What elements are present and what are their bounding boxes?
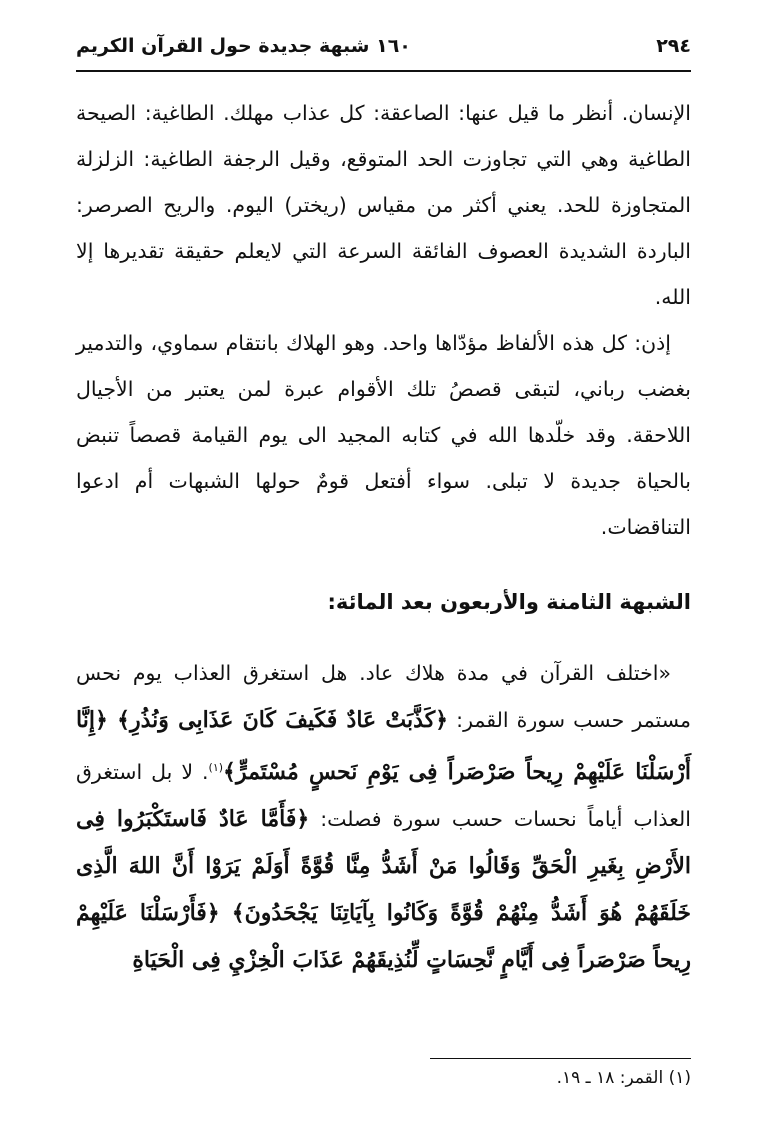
quran-verse: ﴿فَأَمَّا عَادٌ فَاستَكْبَرُوا فِى الأَرْضِ بِغَيرِ الْحَقِّ وَقَالُوا مَنْ أَشَدُّ مِنَّا قُوَّةً أَوَلَمْ يَرَوْا أَنَّ اللهَ الَّذِى خَلَقَهُمْ هُوَ أَشَدُّ مِنْهُمْ قُوَّةً وَكَانُوا بِآيَاتِنَا يَجْحَدُونَ﴾ ﴿فَأَرْسَلْنَا عَلَيْهِمْ رِيحاً صَرْصَراً فِى أَيَّامٍ نَّحِسَاتٍ لِّنُذِيقَهُمْ عَذَابَ الْخِزْيِ فِى الْحَيَاةِ [76, 805, 691, 973]
quoted-claim [76, 650, 691, 984]
section-heading: الشبهة الثامنة والأربعون بعد المائة: [327, 590, 691, 614]
paragraph: إذن: كل هذه الألفاظ مؤدّاها واحد. وهو الهلاك بانتقام سماوي، والتدمير بغضب رباني، لتبقى قصصُ تلك الأقوام عبرة لمن يعتبر من الأجيال اللاحقة. وقد خلّدها الله في كتابه المجيد الى يوم القيامة قصصاً تنبض بالحياة جديدة لا تبلى. سواء أفتعل قومٌ حولها الشبهات أم ادعوا التناقضات. [76, 331, 691, 539]
quote-text: . لا بل استغرق العذاب أياماً نحسات حسب سورة فصلت: [76, 759, 691, 831]
header-divider [76, 70, 691, 72]
quote-text: «اختلف القرآن في مدة هلاك عاد. هل استغرق العذاب يوم نحس مستمر حسب سورة القمر: [76, 661, 691, 732]
page-header [76, 26, 691, 66]
quran-verse: ﴿كَذَّبَتْ عَادٌ فَكَيفَ كَانَ عَذَابِى وَنُذُرِ﴾ ﴿إِنَّا أَرْسَلْنَا عَلَيْهِمْ رِيحاً صَرْصَراً فِى يَوْمِ نَحسٍ مُسْتَمرٍّ﴾ [76, 707, 692, 785]
paragraph: الإنسان. أنظر ما قيل عنها: الصاعقة: كل عذاب مهلك. الطاغية: الصيحة الطاغية وهي التي تجاوزت الحد المتوقع، وقيل الرجفة الطاغية: الزلزلة المتجاوزة للحد. يعني أكثر من مقياس (ريختر) اليوم. والريح الصرصر: الباردة الشديدة العصوف الفائقة السرعة التي لايعلم حقيقة تقديرها إلا الله. [76, 101, 691, 309]
body-text [76, 90, 691, 550]
footnote-divider [430, 1058, 691, 1059]
footnote: (١) القمر: ١٨ ـ ١٩. [556, 1068, 691, 1088]
footnote-marker: (١) [208, 761, 224, 774]
running-title: ١٦٠ شبهة جديدة حول القرآن الكريم [76, 35, 411, 57]
page-number: ٢٩٤ [656, 35, 691, 57]
